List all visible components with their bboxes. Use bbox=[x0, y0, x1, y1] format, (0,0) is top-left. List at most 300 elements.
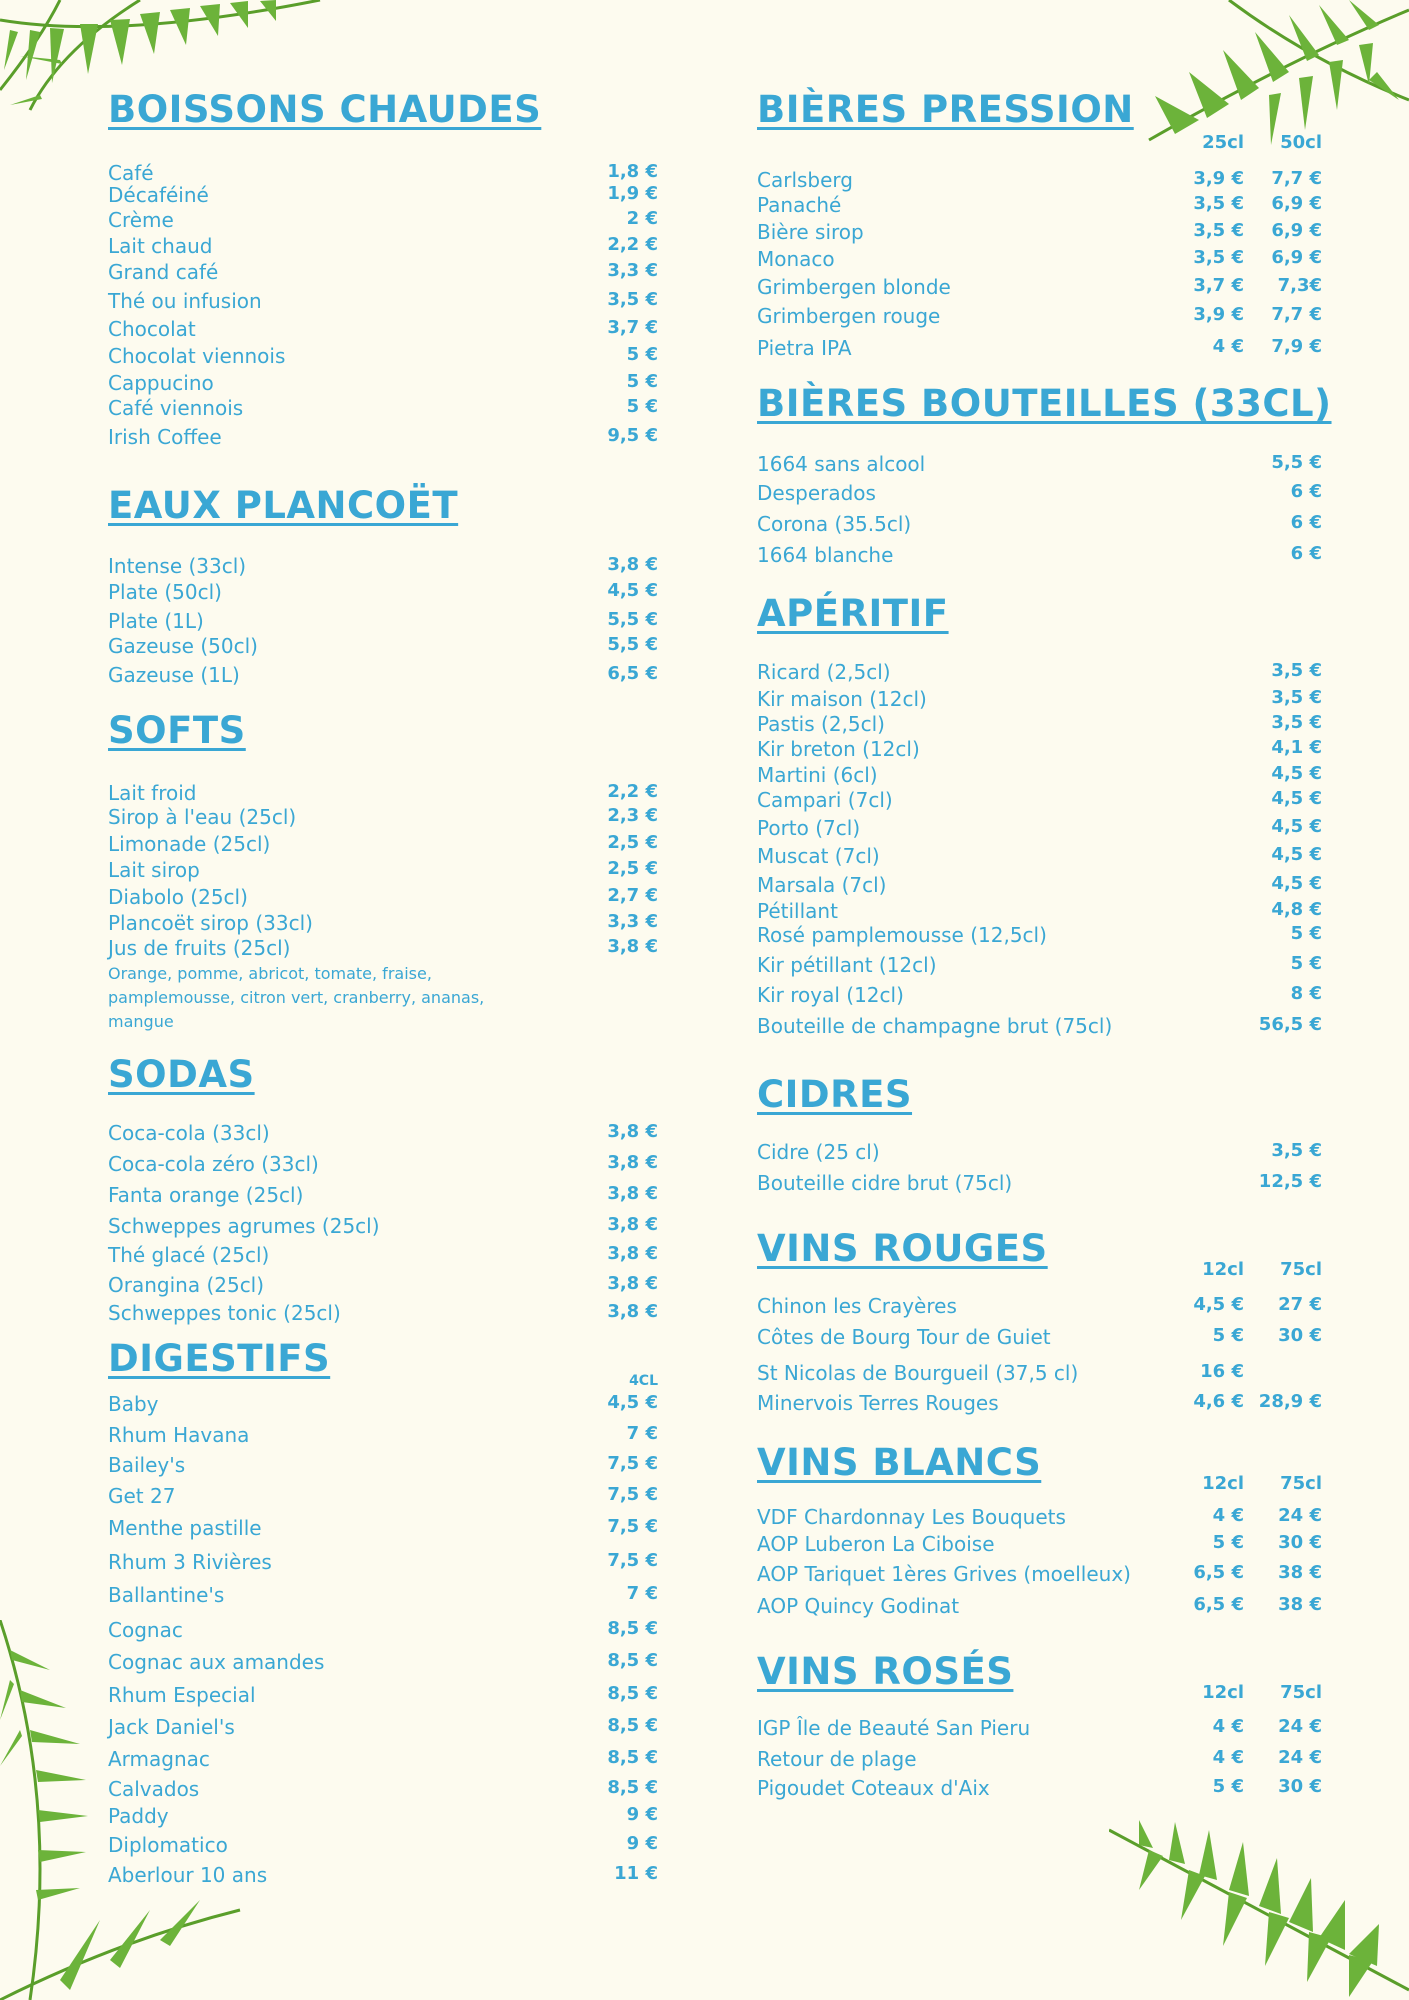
item-price: 4,5 € bbox=[1271, 873, 1322, 894]
list-item bbox=[108, 1777, 658, 1803]
item-name: Pastis (2,5cl) bbox=[757, 712, 885, 736]
list-item bbox=[108, 1804, 658, 1830]
item-name: Plancoët sirop (33cl) bbox=[108, 911, 313, 935]
list-item bbox=[757, 1776, 1322, 1802]
list-item bbox=[757, 1716, 1322, 1742]
section-title: DIGESTIFS bbox=[108, 1337, 331, 1380]
section-title: EAUX PLANCOËT bbox=[108, 484, 459, 527]
item-price: 7 € bbox=[626, 1423, 658, 1444]
item-price-bottle: 24 € bbox=[1278, 1716, 1322, 1737]
list-item bbox=[757, 481, 1322, 507]
item-price-glass: 4 € bbox=[1212, 1747, 1244, 1768]
section-title: SODAS bbox=[108, 1053, 255, 1096]
item-name: Jus de fruits (25cl) bbox=[108, 936, 291, 960]
list-item bbox=[108, 1392, 658, 1418]
item-name: Cappucino bbox=[108, 371, 214, 395]
item-price: 8,5 € bbox=[607, 1747, 658, 1768]
item-price: 8,5 € bbox=[607, 1715, 658, 1736]
section-title: VINS ROUGES bbox=[757, 1227, 1048, 1270]
item-price: 5,5 € bbox=[607, 609, 658, 630]
column-header-glass: 12cl bbox=[1202, 1259, 1244, 1280]
list-item bbox=[757, 1294, 1322, 1320]
item-name: Paddy bbox=[108, 1804, 169, 1828]
item-price: 3,8 € bbox=[607, 1243, 658, 1264]
list-item bbox=[757, 512, 1322, 538]
section-white-wines bbox=[757, 1441, 1322, 1618]
list-item bbox=[757, 1391, 1322, 1417]
item-price: 3,5 € bbox=[1271, 1140, 1322, 1161]
column-header-glass: 12cl bbox=[1202, 1682, 1244, 1703]
item-name: Bailey's bbox=[108, 1453, 186, 1477]
item-price: 2 € bbox=[626, 208, 658, 229]
section-title: BIÈRES BOUTEILLES (33CL) bbox=[757, 382, 1332, 425]
item-price: 5 € bbox=[1290, 923, 1322, 944]
item-name: Coca-cola (33cl) bbox=[108, 1121, 270, 1145]
list-item bbox=[757, 543, 1322, 569]
list-item bbox=[757, 1171, 1322, 1197]
item-price: 4,5 € bbox=[1271, 844, 1322, 865]
item-name: Chinon les Crayères bbox=[757, 1294, 957, 1318]
list-item bbox=[108, 1618, 658, 1644]
item-name: Plate (1L) bbox=[108, 609, 204, 633]
item-name: Corona (35.5cl) bbox=[757, 512, 912, 536]
item-name: Café viennois bbox=[108, 396, 244, 420]
list-item bbox=[108, 1583, 658, 1609]
item-name: Rosé pamplemousse (12,5cl) bbox=[757, 923, 1047, 947]
list-item bbox=[757, 953, 1322, 979]
section-title: BIÈRES PRESSION bbox=[757, 88, 1134, 131]
item-name: Pietra IPA bbox=[757, 336, 852, 360]
item-name: 1664 blanche bbox=[757, 543, 894, 567]
item-price-bottle: 27 € bbox=[1278, 1294, 1322, 1315]
item-price-glass: 4 € bbox=[1212, 1716, 1244, 1737]
item-price: 8,5 € bbox=[607, 1777, 658, 1798]
item-price: 9,5 € bbox=[607, 425, 658, 446]
list-item bbox=[108, 183, 658, 209]
item-name: Retour de plage bbox=[757, 1747, 917, 1771]
item-price: 5,5 € bbox=[607, 634, 658, 655]
item-price: 6,5 € bbox=[607, 663, 658, 684]
item-name: AOP Luberon La Ciboise bbox=[757, 1532, 995, 1556]
item-price: 2,5 € bbox=[607, 832, 658, 853]
list-item bbox=[757, 763, 1322, 789]
item-price: 6 € bbox=[1290, 481, 1322, 502]
item-name: Porto (7cl) bbox=[757, 816, 861, 840]
column-header-large: 50cl bbox=[1280, 132, 1322, 153]
item-price-large: 6,9 € bbox=[1271, 247, 1322, 268]
item-price: 9 € bbox=[626, 1804, 658, 1825]
item-name: Grimbergen rouge bbox=[757, 304, 941, 328]
list-item bbox=[108, 1273, 658, 1299]
item-price: 3,8 € bbox=[607, 1121, 658, 1142]
item-price-glass: 6,5 € bbox=[1193, 1594, 1244, 1615]
item-price: 4,5 € bbox=[1271, 763, 1322, 784]
list-item bbox=[108, 289, 658, 315]
item-name: Côtes de Bourg Tour de Guiet bbox=[757, 1325, 1051, 1349]
list-item bbox=[108, 805, 658, 831]
item-price-bottle: 38 € bbox=[1278, 1562, 1322, 1583]
item-price: 2,2 € bbox=[607, 781, 658, 802]
item-name: Kir pétillant (12cl) bbox=[757, 953, 937, 977]
section-title: SOFTS bbox=[108, 709, 246, 752]
list-item bbox=[757, 816, 1322, 842]
list-item bbox=[108, 1683, 658, 1709]
item-price: 8,5 € bbox=[607, 1618, 658, 1639]
item-price: 5 € bbox=[626, 344, 658, 365]
item-name: Chocolat viennois bbox=[108, 344, 286, 368]
column-header-glass: 12cl bbox=[1202, 1473, 1244, 1494]
item-name: AOP Quincy Godinat bbox=[757, 1594, 960, 1618]
list-item bbox=[108, 634, 658, 660]
item-price: 7,5 € bbox=[607, 1453, 658, 1474]
list-item bbox=[757, 336, 1322, 362]
item-price-small: 3,7 € bbox=[1193, 275, 1244, 296]
list-item bbox=[757, 275, 1322, 301]
item-price-bottle: 28,9 € bbox=[1258, 1391, 1322, 1412]
item-price: 56,5 € bbox=[1258, 1014, 1322, 1035]
section-bottled-beers bbox=[757, 382, 1332, 567]
list-item bbox=[108, 317, 658, 343]
item-name: IGP Île de Beauté San Pieru bbox=[757, 1716, 1031, 1740]
list-item bbox=[757, 873, 1322, 899]
item-name: Décaféiné bbox=[108, 183, 209, 207]
item-name: Lait froid bbox=[108, 781, 197, 805]
section-sodas bbox=[108, 1053, 658, 1325]
item-name: Pétillant bbox=[757, 899, 838, 923]
item-name: Gazeuse (50cl) bbox=[108, 634, 258, 658]
item-name: Grimbergen blonde bbox=[757, 275, 951, 299]
item-price: 6 € bbox=[1290, 543, 1322, 564]
item-name: Marsala (7cl) bbox=[757, 873, 887, 897]
item-price: 4,5 € bbox=[1271, 816, 1322, 837]
item-name: Menthe pastille bbox=[108, 1516, 262, 1540]
list-item bbox=[108, 234, 658, 260]
item-name: Schweppes tonic (25cl) bbox=[108, 1301, 341, 1325]
section-title: CIDRES bbox=[757, 1073, 913, 1116]
item-price-bottle: 24 € bbox=[1278, 1747, 1322, 1768]
item-name: Calvados bbox=[108, 1777, 200, 1801]
section-title: BOISSONS CHAUDES bbox=[108, 88, 542, 131]
item-name: Kir royal (12cl) bbox=[757, 983, 904, 1007]
item-price: 3,5 € bbox=[1271, 687, 1322, 708]
list-item bbox=[108, 1214, 658, 1240]
item-price: 2,2 € bbox=[607, 234, 658, 255]
list-item bbox=[108, 344, 658, 370]
item-name: VDF Chardonnay Les Bouquets bbox=[757, 1505, 1066, 1529]
list-item bbox=[108, 1650, 658, 1676]
item-name: Ricard (2,5cl) bbox=[757, 660, 891, 684]
list-item bbox=[108, 1453, 658, 1479]
item-name: Panaché bbox=[757, 193, 842, 217]
item-price-small: 3,5 € bbox=[1193, 193, 1244, 214]
column-header-bottle: 75cl bbox=[1280, 1473, 1322, 1494]
item-name: Carlsberg bbox=[757, 168, 853, 192]
item-name: Cognac aux amandes bbox=[108, 1650, 325, 1674]
item-price: 8,5 € bbox=[607, 1683, 658, 1704]
item-price: 5,5 € bbox=[1271, 452, 1322, 473]
item-name: Irish Coffee bbox=[108, 425, 222, 449]
palm-leaf-bottom-right bbox=[1109, 1820, 1409, 2000]
item-price: 2,5 € bbox=[607, 858, 658, 879]
list-item bbox=[757, 844, 1322, 870]
column-header-bottle: 75cl bbox=[1280, 1259, 1322, 1280]
item-name: Cidre (25 cl) bbox=[757, 1140, 880, 1164]
list-item bbox=[108, 781, 658, 807]
list-item bbox=[757, 193, 1322, 219]
list-item bbox=[108, 858, 658, 884]
item-price: 5 € bbox=[626, 371, 658, 392]
list-item bbox=[108, 609, 658, 635]
item-price: 5 € bbox=[1290, 953, 1322, 974]
list-item bbox=[108, 1715, 658, 1741]
list-item bbox=[108, 832, 658, 858]
list-item bbox=[757, 304, 1322, 330]
list-item bbox=[757, 1594, 1322, 1620]
list-item bbox=[108, 1863, 658, 1889]
item-price: 9 € bbox=[626, 1833, 658, 1854]
item-name: Schweppes agrumes (25cl) bbox=[108, 1214, 380, 1238]
item-price: 3,8 € bbox=[607, 1183, 658, 1204]
item-price-bottle: 24 € bbox=[1278, 1505, 1322, 1526]
list-item bbox=[757, 712, 1322, 738]
item-price-large: 7,7 € bbox=[1271, 168, 1322, 189]
item-name: St Nicolas de Bourgueil (37,5 cl) bbox=[757, 1361, 1079, 1385]
list-item bbox=[757, 1325, 1322, 1351]
item-price: 4,5 € bbox=[607, 1392, 658, 1413]
item-name: Grand café bbox=[108, 260, 219, 284]
item-price-glass: 16 € bbox=[1200, 1361, 1244, 1382]
item-name: Crème bbox=[108, 208, 174, 232]
item-name: Get 27 bbox=[108, 1484, 176, 1508]
item-price-small: 3,5 € bbox=[1193, 247, 1244, 268]
item-price-large: 6,9 € bbox=[1271, 193, 1322, 214]
item-name: Lait chaud bbox=[108, 234, 213, 258]
item-price-small: 3,5 € bbox=[1193, 220, 1244, 241]
item-name: Café bbox=[108, 161, 154, 185]
item-name: Sirop à l'eau (25cl) bbox=[108, 805, 297, 829]
list-item bbox=[757, 1532, 1322, 1558]
item-price: 1,9 € bbox=[607, 183, 658, 204]
item-price: 3,7 € bbox=[607, 317, 658, 338]
item-price-glass: 4,5 € bbox=[1193, 1294, 1244, 1315]
item-price-bottle: 30 € bbox=[1278, 1776, 1322, 1797]
item-name: Lait sirop bbox=[108, 858, 200, 882]
item-price-bottle: 30 € bbox=[1278, 1532, 1322, 1553]
item-name: Kir maison (12cl) bbox=[757, 687, 927, 711]
item-price-glass: 5 € bbox=[1212, 1325, 1244, 1346]
list-item bbox=[757, 220, 1322, 246]
list-item bbox=[757, 1140, 1322, 1166]
item-price-glass: 6,5 € bbox=[1193, 1562, 1244, 1583]
item-price-small: 4 € bbox=[1212, 336, 1244, 357]
item-price: 3,5 € bbox=[1271, 660, 1322, 681]
list-item bbox=[108, 911, 658, 937]
item-price: 8,5 € bbox=[607, 1650, 658, 1671]
item-name: Rhum Especial bbox=[108, 1683, 256, 1707]
item-price: 3,8 € bbox=[607, 1152, 658, 1173]
list-item bbox=[108, 1550, 658, 1576]
item-price: 7,5 € bbox=[607, 1484, 658, 1505]
item-price-small: 3,9 € bbox=[1193, 304, 1244, 325]
list-item bbox=[108, 371, 658, 397]
item-name: Gazeuse (1L) bbox=[108, 663, 240, 687]
item-price: 4,1 € bbox=[1271, 737, 1322, 758]
list-item bbox=[108, 936, 658, 962]
list-item bbox=[757, 1505, 1322, 1531]
list-item bbox=[757, 737, 1322, 763]
item-name: Thé ou infusion bbox=[108, 289, 262, 313]
item-name: Chocolat bbox=[108, 317, 196, 341]
item-price-large: 7,3€ bbox=[1277, 275, 1322, 296]
item-price: 3,8 € bbox=[607, 1273, 658, 1294]
item-price: 4,8 € bbox=[1271, 899, 1322, 920]
juice-flavours-note: Orange, pomme, abricot, tomate, fraise, pamplemousse, citron vert, cranberry, ananas, mangue bbox=[108, 964, 485, 1031]
list-item bbox=[108, 260, 658, 286]
item-price-large: 7,9 € bbox=[1271, 336, 1322, 357]
column-header-bottle: 75cl bbox=[1280, 1682, 1322, 1703]
item-price-glass: 4 € bbox=[1212, 1505, 1244, 1526]
item-name: 1664 sans alcool bbox=[757, 452, 926, 476]
list-item bbox=[108, 1516, 658, 1542]
item-name: Jack Daniel's bbox=[108, 1715, 235, 1739]
column-header-small: 25cl bbox=[1202, 132, 1244, 153]
item-price: 5 € bbox=[626, 396, 658, 417]
item-name: Armagnac bbox=[108, 1747, 210, 1771]
item-price-bottle: 38 € bbox=[1278, 1594, 1322, 1615]
item-name: Diplomatico bbox=[108, 1833, 228, 1857]
item-price: 3,8 € bbox=[607, 1301, 658, 1322]
item-name: Rhum 3 Rivières bbox=[108, 1550, 272, 1574]
item-name: Plate (50cl) bbox=[108, 580, 222, 604]
section-digestifs bbox=[108, 1337, 658, 1887]
list-item bbox=[757, 247, 1322, 273]
item-name: AOP Tariquet 1ères Grives (moelleux) bbox=[757, 1562, 1131, 1586]
section-ciders bbox=[757, 1073, 1322, 1195]
list-item bbox=[108, 425, 658, 451]
item-price: 1,8 € bbox=[607, 161, 658, 182]
section-hot-drinks bbox=[108, 88, 658, 449]
item-price: 8 € bbox=[1290, 983, 1322, 1004]
list-item bbox=[108, 1121, 658, 1147]
section-red-wines bbox=[757, 1227, 1322, 1415]
item-name: Bière sirop bbox=[757, 220, 864, 244]
item-price-small: 3,9 € bbox=[1193, 168, 1244, 189]
list-item bbox=[757, 660, 1322, 686]
item-name: Ballantine's bbox=[108, 1583, 225, 1607]
item-price: 3,3 € bbox=[607, 260, 658, 281]
list-item bbox=[108, 396, 658, 422]
list-item bbox=[757, 899, 1322, 925]
section-title: APÉRITIF bbox=[757, 592, 949, 635]
list-item bbox=[757, 168, 1322, 194]
item-name: Fanta orange (25cl) bbox=[108, 1183, 304, 1207]
item-name: Coca-cola zéro (33cl) bbox=[108, 1152, 319, 1176]
item-name: Desperados bbox=[757, 481, 876, 505]
section-title: VINS ROSÉS bbox=[757, 1650, 1014, 1693]
item-name: Baby bbox=[108, 1392, 159, 1416]
item-price-bottle: 30 € bbox=[1278, 1325, 1322, 1346]
item-name: Campari (7cl) bbox=[757, 788, 893, 812]
item-price: 11 € bbox=[614, 1863, 658, 1884]
list-item bbox=[108, 1833, 658, 1859]
item-price: 2,3 € bbox=[607, 805, 658, 826]
list-item bbox=[108, 1301, 658, 1327]
item-price-large: 7,7 € bbox=[1271, 304, 1322, 325]
item-price: 3,5 € bbox=[1271, 712, 1322, 733]
item-name: Diabolo (25cl) bbox=[108, 885, 248, 909]
item-name: Muscat (7cl) bbox=[757, 844, 880, 868]
list-item bbox=[108, 1423, 658, 1449]
item-price: 7 € bbox=[626, 1583, 658, 1604]
item-name: Monaco bbox=[757, 247, 835, 271]
item-price: 3,3 € bbox=[607, 911, 658, 932]
list-item bbox=[757, 983, 1322, 1009]
section-rose-wines bbox=[757, 1650, 1322, 1800]
list-item bbox=[108, 1484, 658, 1510]
item-price-glass: 4,6 € bbox=[1193, 1391, 1244, 1412]
item-name: Limonade (25cl) bbox=[108, 832, 271, 856]
item-price: 3,5 € bbox=[607, 289, 658, 310]
list-item bbox=[757, 923, 1322, 949]
section-aperitif bbox=[757, 592, 1322, 1038]
list-item bbox=[757, 1361, 1322, 1387]
section-softs bbox=[108, 709, 658, 1031]
section-title: VINS BLANCS bbox=[757, 1441, 1042, 1484]
item-price: 4,5 € bbox=[1271, 788, 1322, 809]
list-item bbox=[108, 1152, 658, 1178]
list-item bbox=[757, 1014, 1322, 1040]
list-item bbox=[108, 1747, 658, 1773]
item-price-glass: 5 € bbox=[1212, 1532, 1244, 1553]
list-item bbox=[108, 1243, 658, 1269]
list-item bbox=[757, 1747, 1322, 1773]
item-name: Martini (6cl) bbox=[757, 763, 878, 787]
list-item bbox=[108, 663, 658, 689]
item-price: 3,8 € bbox=[607, 554, 658, 575]
list-item bbox=[108, 885, 658, 911]
item-price: 4,5 € bbox=[607, 580, 658, 601]
item-name: Orangina (25cl) bbox=[108, 1273, 265, 1297]
list-item bbox=[108, 554, 658, 580]
item-name: Bouteille cidre brut (75cl) bbox=[757, 1171, 1013, 1195]
item-name: Kir breton (12cl) bbox=[757, 737, 920, 761]
section-draft-beers bbox=[757, 88, 1322, 360]
item-name: Pigoudet Coteaux d'Aix bbox=[757, 1776, 990, 1800]
item-name: Aberlour 10 ans bbox=[108, 1863, 268, 1887]
column-header-volume: 4CL bbox=[629, 1373, 658, 1389]
item-price: 12,5 € bbox=[1258, 1171, 1322, 1192]
item-price: 3,8 € bbox=[607, 1214, 658, 1235]
item-price: 7,5 € bbox=[607, 1516, 658, 1537]
list-item bbox=[108, 580, 658, 606]
item-name: Rhum Havana bbox=[108, 1423, 250, 1447]
item-name: Intense (33cl) bbox=[108, 554, 247, 578]
item-price-large: 6,9 € bbox=[1271, 220, 1322, 241]
item-name: Cognac bbox=[108, 1618, 183, 1642]
list-item bbox=[757, 788, 1322, 814]
item-price-glass: 5 € bbox=[1212, 1776, 1244, 1797]
section-water bbox=[108, 484, 658, 687]
item-name: Bouteille de champagne brut (75cl) bbox=[757, 1014, 1113, 1038]
item-price: 3,8 € bbox=[607, 936, 658, 957]
item-price: 7,5 € bbox=[607, 1550, 658, 1571]
list-item bbox=[108, 208, 658, 234]
list-item bbox=[757, 452, 1322, 478]
item-name: Minervois Terres Rouges bbox=[757, 1391, 999, 1415]
item-name: Thé glacé (25cl) bbox=[108, 1243, 270, 1267]
item-price: 2,7 € bbox=[607, 885, 658, 906]
list-item bbox=[757, 687, 1322, 713]
